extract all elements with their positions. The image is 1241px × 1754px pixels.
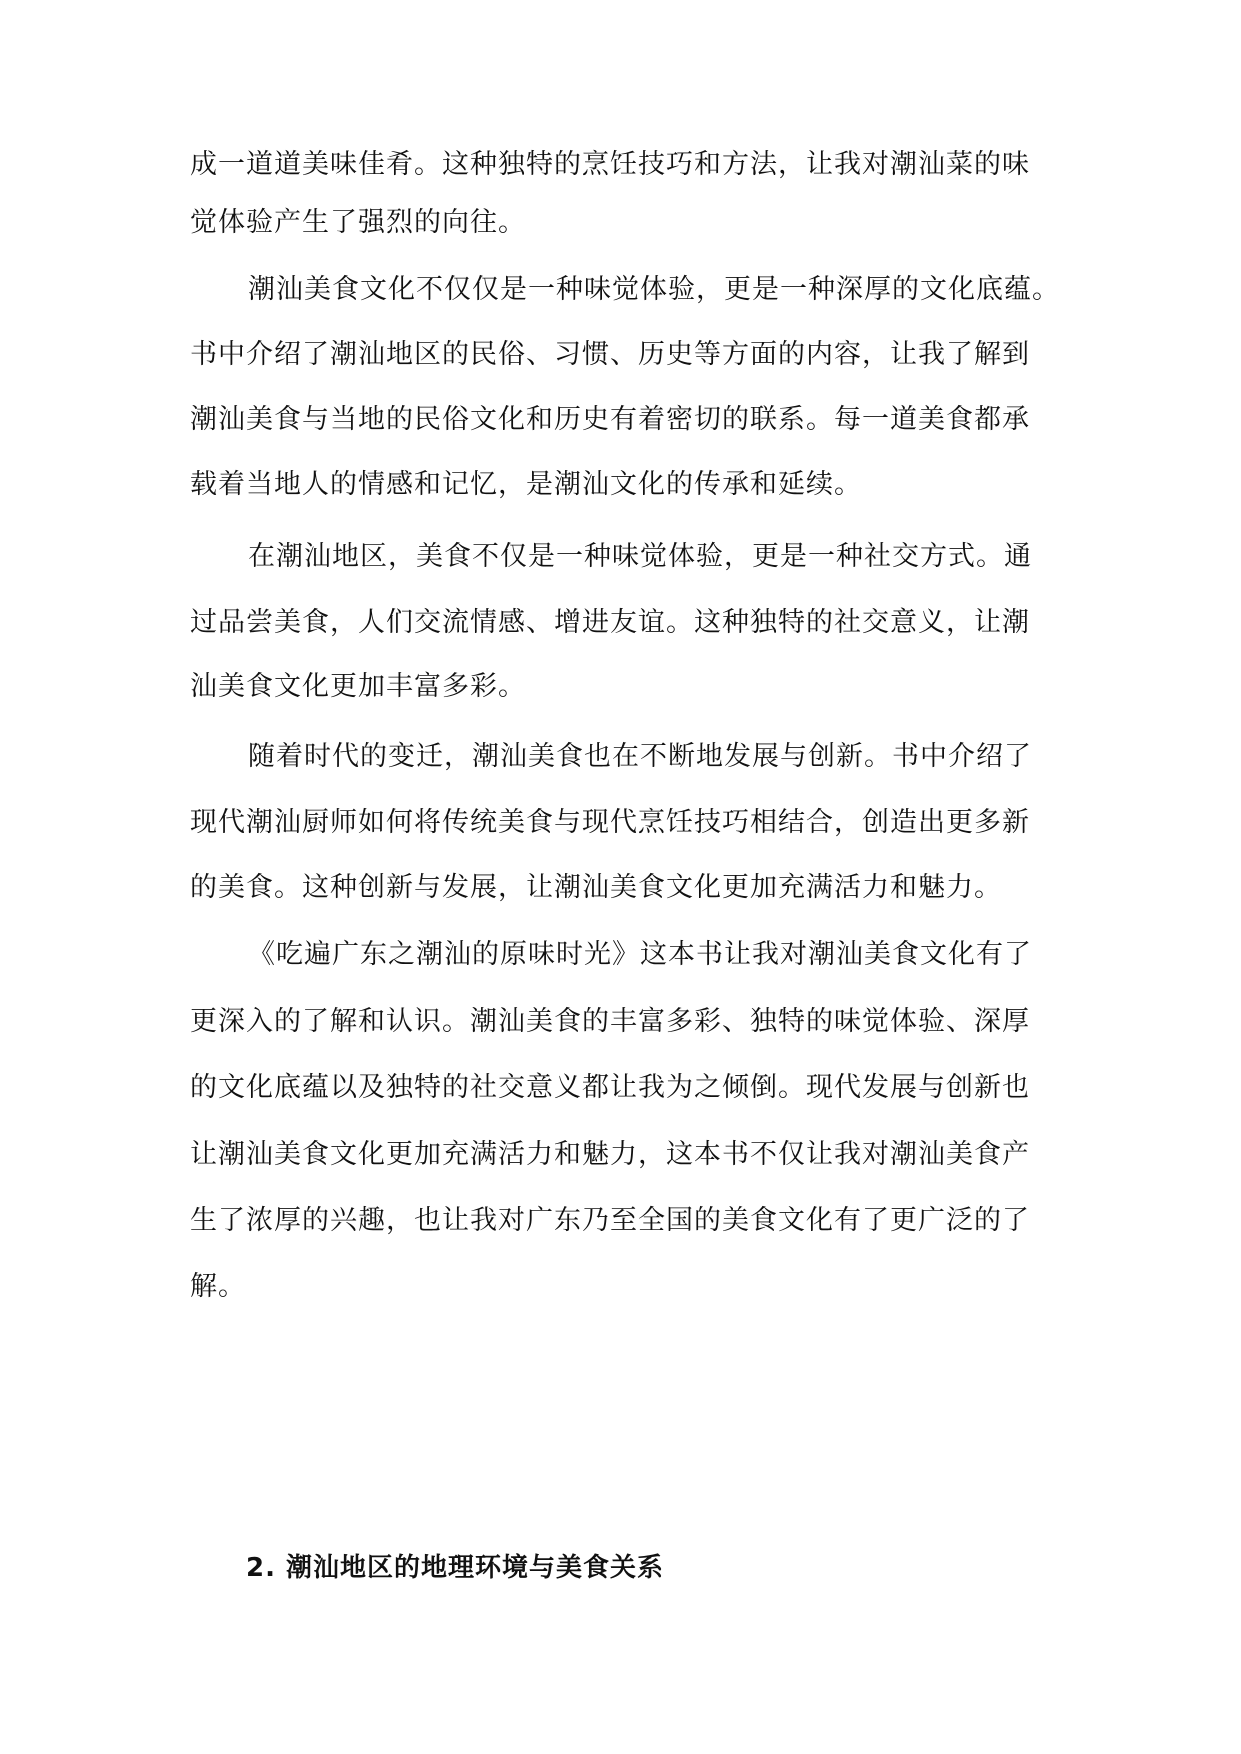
text-line: 解。 [190, 1271, 246, 1302]
paragraph-first-line: 在潮汕地区，美食不仅是一种味觉体验，更是一种社交方式。通 [248, 541, 1032, 572]
text-line: 生了浓厚的兴趣，也让我对广东乃至全国的美食文化有了更广泛的了 [190, 1205, 1030, 1236]
text-line: 的文化底蕴以及独特的社交意义都让我为之倾倒。现代发展与创新也 [190, 1072, 1030, 1103]
text-line: 让潮汕美食文化更加充满活力和魅力，这本书不仅让我对潮汕美食产 [190, 1139, 1030, 1170]
text-line: 觉体验产生了强烈的向往。 [190, 207, 526, 238]
text-line: 过品尝美食，人们交流情感、增进友谊。这种独特的社交意义，让潮 [190, 607, 1030, 638]
paragraph-first-line: 潮汕美食文化不仅仅是一种味觉体验，更是一种深厚的文化底蕴。 [248, 274, 1060, 305]
text-line: 载着当地人的情感和记忆，是潮汕文化的传承和延续。 [190, 469, 862, 500]
paragraph-first-line: 《吃遍广东之潮汕的原味时光》这本书让我对潮汕美食文化有了 [248, 939, 1032, 970]
text-line: 汕美食文化更加丰富多彩。 [190, 671, 526, 702]
text-line: 潮汕美食与当地的民俗文化和历史有着密切的联系。每一道美食都承 [190, 404, 1030, 435]
section-heading: 2. 潮汕地区的地理环境与美食关系 [246, 1553, 665, 1583]
text-line: 更深入的了解和认识。潮汕美食的丰富多彩、独特的味觉体验、深厚 [190, 1006, 1030, 1037]
paragraph-first-line: 随着时代的变迁，潮汕美食也在不断地发展与创新。书中介绍了 [248, 741, 1032, 772]
text-line: 书中介绍了潮汕地区的民俗、习惯、历史等方面的内容，让我了解到 [190, 339, 1030, 370]
text-line: 现代潮汕厨师如何将传统美食与现代烹饪技巧相结合，创造出更多新 [190, 807, 1030, 838]
text-line: 成一道道美味佳肴。这种独特的烹饪技巧和方法，让我对潮汕菜的味 [190, 149, 1030, 180]
text-line: 的美食。这种创新与发展，让潮汕美食文化更加充满活力和魅力。 [190, 872, 1002, 903]
